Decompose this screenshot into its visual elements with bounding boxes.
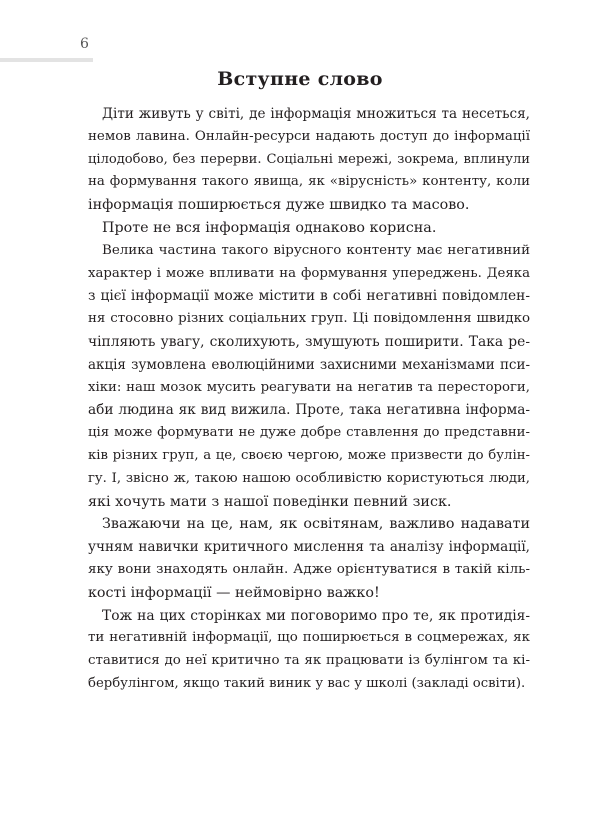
text-line: немов лавина. Онлайн-ресурси надають доступ до інформації — [88, 128, 530, 144]
header-rule — [0, 58, 93, 62]
text-line: Діти живуть у світі, де інформація множиться та несеться, — [102, 106, 530, 122]
body-text — [88, 103, 530, 696]
text-line: акція зумовлена еволюційними захисними механізмами пси- — [88, 356, 530, 373]
text-line: учням навички критичного мислення та аналізу інформації, — [88, 539, 530, 556]
text-line: чіпляють увагу, сколихують, змушують поширити. Така ре- — [88, 333, 530, 350]
text-line: ків різних груп, а це, своєю чергою, може призвести до булін- — [88, 447, 530, 463]
text-line: Зважаючи на це, нам, як освітянам, важливо надавати — [102, 516, 530, 533]
text-line: ня стосовно різних соціальних груп. Ці повідомлення швидко — [88, 311, 530, 327]
paragraph-viral-content — [88, 240, 530, 514]
text-line: бербулінгом, якщо такий виник у вас у школі (закладі освіти). — [88, 675, 526, 691]
text-line: яку вони знаходять онлайн. Адже орієнтуватися в такій кіль- — [88, 561, 530, 577]
text-line: аби людина як вид вижила. Проте, така негативна інформа- — [88, 402, 530, 419]
page-title: Вступне слово — [217, 68, 383, 90]
paragraph-bullying — [88, 605, 530, 696]
text-line: кості інформації — неймовірно важко! — [88, 584, 380, 601]
text-line: які хочуть мати з нашої поведінки певний зиск. — [88, 493, 452, 510]
text-line: Проте не вся інформація однаково корисна. — [102, 219, 437, 236]
text-line: ставитися до неї критично та як працювати із булінгом та кі- — [88, 653, 530, 669]
text-line: гу. І, звісно ж, такою нашою особливістю користуються люди, — [88, 470, 530, 486]
text-line: на формування такого явища, як «вірусність» контенту, коли — [88, 174, 530, 190]
text-line: інформація поширюється дуже швидко та масово. — [88, 197, 470, 214]
paragraph-intro — [88, 103, 530, 217]
text-line: Тож на цих сторінках ми поговоримо про те, як протидія- — [102, 607, 530, 624]
text-line: ти негативній інформації, що поширюється в соцмережах, як — [88, 630, 530, 646]
text-line: хіки: наш мозок мусить реагувати на негатив та перестороги, — [88, 379, 530, 395]
text-line: з цієї інформації може містити в собі негативні повідомлен- — [88, 288, 530, 305]
text-line: характер і може впливати на формування упереджень. Деяка — [88, 265, 530, 281]
paragraph-critical-thinking — [88, 513, 530, 604]
paragraph-not-useful — [88, 217, 530, 240]
text-line: ція може формувати не дуже добре ставлення до представни- — [88, 425, 530, 441]
page-number: 6 — [80, 36, 89, 52]
text-line: цілодобово, без перерви. Соціальні мережі, зокрема, вплинули — [88, 151, 530, 167]
text-line: Велика частина такого вірусного контенту має негативний — [102, 242, 530, 258]
